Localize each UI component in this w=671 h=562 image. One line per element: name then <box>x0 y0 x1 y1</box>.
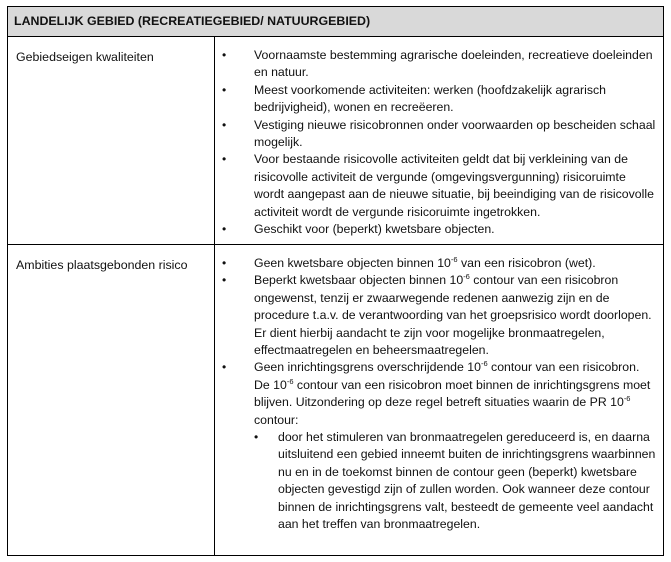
list-item: • door het stimuleren van bronmaatregelen gereduceerd is, en daarna uitsluitend een gebied inneemt buiten de inrichtingsgrens waarbinnen nu en in de toekomst binnen de contour geen (beperkt) kwetsbare objecten gevestigd zijn of zullen worden. Ook wanneer deze contour binnen de inrichtingsgrens valt, besteedt de gemeente veel aandacht aan het treffen van bronmaatregelen. <box>254 430 656 532</box>
bullet-icon: • <box>222 117 227 132</box>
list-item: • Meest voorkomende activiteiten: werken (hoofdzakelijk agrarisch bedrijvigheid), wonen en recreëeren. <box>222 82 606 115</box>
qualities-list <box>222 47 657 238</box>
row-label: Gebiedseigen kwaliteiten <box>16 50 154 64</box>
bullet-icon: • <box>222 152 227 167</box>
bullet-icon: • <box>222 222 227 237</box>
bullet-icon: • <box>222 360 227 375</box>
ambitions-list <box>222 255 657 534</box>
list-item: • Vestiging nieuwe risicobronnen onder voorwaarden op bescheiden schaal mogelijk. <box>222 117 656 150</box>
bullet-icon: • <box>222 273 227 288</box>
list-item: • Voornaamste bestemming agrarische doeleinden, recreatieve doeleinden en natuur. <box>222 48 653 80</box>
bullet-icon: • <box>222 48 227 62</box>
bullet-icon: • <box>254 430 259 445</box>
row-label: Ambities plaatsgebonden risico <box>16 258 188 272</box>
list-item: • Voor bestaande risicovolle activiteiten geldt dat bij verkleining van de risicovolle activiteit de vergunde (omgevingsvergunning) risicoruimte wordt aangepast aan de nieuwe situatie, bij beeindiging van de risicovolle activiteit wordt de vergunde risicoruimte ingetrokken. <box>222 152 654 219</box>
table-row-gebiedseigen-kwaliteiten <box>8 37 663 245</box>
exception-sublist <box>254 429 657 533</box>
bullet-icon: • <box>222 82 227 97</box>
table-row-ambities-plaatsgebonden-risico <box>8 245 663 555</box>
list-item: • Geschikt voor (beperkt) kwetsbare objecten. <box>254 221 657 238</box>
list-item: • Geen kwetsbare objecten binnen $10^{-6}$ van een risicobron (wet). <box>254 255 657 272</box>
list-item: • Beperkt kwetsbaar objecten binnen $10^{-6}$ contour van een risicobron ongewenst, tenzij er zwaarwegende redenen aanwezig zijn en de procedure t.a.v. de verantwoording van het groepsrisico wordt doorlopen. Er dient hierbij aandacht te zijn voor mogelijke bronmaatregelen, effectmaatregelen en beheersmaatregelen. <box>222 272 652 358</box>
list-item: • Geen inrichtingsgrens overschrijdende $10^{-6}$ contour van een risicobron. De $10^{-6}$ contour van een risicobron moet binnen de inrichtingsgrens moet blijven. Uitzondering op deze regel betreft situaties waarin de PR $10^{-6}$ contour: • door het stimuleren van bronmaatregelen gereduceerd is, en daarna uitsluitend een gebied inneemt buiten de inrichtingsgrens waarbinnen nu en in de toekomst binnen de contour geen (beperkt) kwetsbare objecten gevestigd zijn of zullen worden. Ook wanneer deze contour binnen de inrichtingsgrens valt, besteedt de gemeente veel aandacht aan het treffen van bronmaatregelen. <box>254 359 657 533</box>
risk-table <box>7 6 664 556</box>
bullet-icon: • <box>222 256 227 270</box>
table-header: LANDELIJK GEBIED (RECREATIEGEBIED/ NATUURGEBIED) <box>8 7 663 37</box>
